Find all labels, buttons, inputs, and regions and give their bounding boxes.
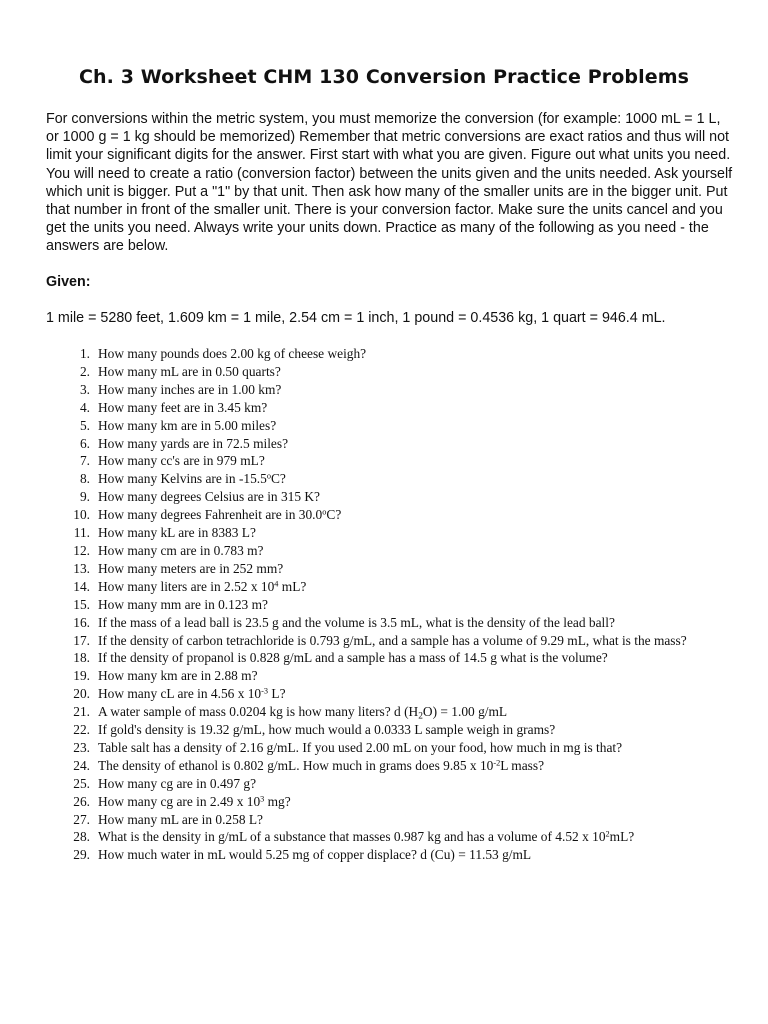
- problem-text-segment: How many feet are in 3.45 km?: [98, 399, 268, 415]
- problem-text-segment: How many mL are in 0.258 L?: [98, 811, 263, 827]
- problem-item: [60, 846, 730, 864]
- problem-number: 26.: [73, 793, 90, 809]
- problem-text-segment: If the density of carbon tetrachloride is 0.793 g/mL, and a sample has a volume of 9.29 mL, what is the mass?: [98, 632, 687, 648]
- problem-text-segment: If the mass of a lead ball is 23.5 g and the volume is 3.5 mL, what is the density of the lead ball?: [98, 614, 615, 630]
- problem-text: [90, 775, 730, 793]
- problem-item: [60, 417, 730, 435]
- problem-item: [60, 649, 730, 667]
- problem-number: 9.: [79, 489, 90, 505]
- problem-text: [90, 649, 730, 667]
- superscript: o: [266, 471, 271, 481]
- superscript: 2: [605, 829, 610, 839]
- problem-list: [60, 345, 730, 864]
- problem-item: [60, 506, 730, 524]
- problem-text: [90, 667, 730, 685]
- superscript: -2: [493, 758, 501, 768]
- problem-number: 25.: [73, 775, 90, 791]
- problem-text: [90, 739, 730, 757]
- given-conversions: 1 mile = 5280 feet, 1.609 km = 1 mile, 2.54 cm = 1 inch, 1 pound = 0.4536 kg, 1 quart = 946.4 mL.: [46, 310, 666, 326]
- problem-text: [90, 560, 730, 578]
- problem-item: [60, 775, 730, 793]
- superscript: o: [322, 507, 327, 517]
- problem-number: 16.: [73, 614, 90, 630]
- problem-text-segment: How many degrees Fahrenheit are in 30.0: [98, 507, 323, 523]
- problem-text: [90, 846, 730, 864]
- problem-item: [60, 721, 730, 739]
- problem-text-segment: How many cg are in 2.49 x 10: [98, 793, 261, 809]
- problem-text-segment: How many cc's are in 979 mL?: [98, 453, 265, 469]
- problem-text: [90, 578, 730, 596]
- problem-item: [60, 667, 730, 685]
- problem-number: 2.: [79, 363, 90, 379]
- problem-text-segment: How many pounds does 2.00 kg of cheese weigh?: [98, 346, 367, 361]
- problem-text-segment: A water sample of mass 0.0204 kg is how many liters? d (H: [98, 704, 419, 720]
- problem-number: 29.: [73, 847, 90, 863]
- problem-text-segment: How many kL are in 8383 L?: [98, 525, 256, 541]
- problem-text-segment: O) = 1.00 g/mL: [422, 704, 508, 720]
- problem-item: [60, 757, 730, 775]
- problem-item: [60, 524, 730, 542]
- problem-text-segment: The density of ethanol is 0.802 g/mL. How much in grams does 9.85 x 10: [98, 757, 494, 773]
- problem-text-segment: How many km are in 2.88 m?: [98, 668, 258, 684]
- problem-number: 12.: [73, 542, 90, 558]
- problem-number: 13.: [73, 560, 90, 576]
- problem-text-segment: What is the density in g/mL of a substance that masses 0.987 kg and has a volume of 4.52 x 10: [98, 829, 606, 845]
- problem-item: [60, 435, 730, 453]
- problem-text-segment: How many cL are in 4.56 x 10: [98, 686, 262, 702]
- problem-number: 4.: [79, 399, 90, 415]
- problem-text-segment: C?: [326, 507, 342, 523]
- problem-item: [60, 614, 730, 632]
- problem-number: 28.: [73, 829, 90, 845]
- problem-number: 6.: [79, 435, 90, 451]
- problem-text-segment: How many degrees Celsius are in 315 K?: [98, 489, 321, 505]
- problem-number: 15.: [73, 596, 90, 612]
- problem-text-segment: mL?: [609, 829, 635, 845]
- instructions-paragraph: For conversions within the metric system, you must memorize the conversion (for example: 1000 mL = 1 L, or 1000 g = 1 kg should be memorized) Remember that metric conversions are exact ratios and thus will not limit your significant digits for the answer. First start with what you are given. Figure out what units you need. You will need to create a ratio (conversion factor) between the units given and the units needed. Ask yourself which unit is bigger. Put a "1" by that unit. Then ask how many of the smaller units are in the bigger unit. Put that number in front of the smaller unit. There is your conversion factor. Make sure the units cancel and you get the units you need. Always write your units down. Practice as many of the following as you need - the answers are below.: [46, 111, 733, 255]
- problem-number: 5.: [79, 417, 90, 433]
- problem-number: 7.: [79, 453, 90, 469]
- problem-text: [90, 632, 730, 650]
- problem-item: [60, 632, 730, 650]
- problem-number: 11.: [73, 525, 90, 541]
- problem-number: 20.: [73, 686, 90, 702]
- problem-number: 27.: [73, 811, 90, 827]
- problem-number: 22.: [73, 722, 90, 738]
- problem-item: [60, 488, 730, 506]
- problem-text-segment: L?: [268, 686, 286, 702]
- problem-text-segment: How much water in mL would 5.25 mg of copper displace? d (Cu) = 11.53 g/mL: [98, 847, 532, 863]
- problem-text: [90, 363, 730, 381]
- problem-item: [60, 363, 730, 381]
- problem-number: 21.: [73, 704, 90, 720]
- problem-item: [60, 381, 730, 399]
- problem-text: [90, 757, 730, 775]
- problem-item: [60, 470, 730, 488]
- problem-text: [90, 793, 730, 811]
- problem-text: [90, 506, 730, 524]
- problem-number: 1.: [79, 346, 90, 361]
- problem-text-segment: C?: [271, 471, 286, 487]
- given-heading: Given:: [46, 274, 91, 290]
- problem-number: 14.: [73, 578, 90, 594]
- superscript: -3: [261, 686, 269, 696]
- problem-text: [90, 828, 730, 846]
- problem-item: [60, 452, 730, 470]
- problem-item: [60, 739, 730, 757]
- problem-text-segment: mg?: [264, 793, 291, 809]
- problem-number: 23.: [73, 739, 90, 755]
- problem-text-segment: mL?: [278, 578, 307, 594]
- problem-number: 8.: [79, 471, 90, 487]
- problem-item: [60, 596, 730, 614]
- problem-text-segment: How many mm are in 0.123 m?: [98, 596, 268, 612]
- superscript: 3: [260, 794, 265, 804]
- problem-text: [90, 488, 730, 506]
- problem-number: 24.: [73, 757, 90, 773]
- problem-number: 18.: [73, 650, 90, 666]
- problem-text-segment: How many cm are in 0.783 m?: [98, 542, 264, 558]
- problem-text-segment: If the density of propanol is 0.828 g/mL and a sample has a mass of 14.5 g what is the volume?: [98, 650, 608, 666]
- problem-text: [90, 470, 730, 488]
- problem-item: [60, 399, 730, 417]
- problem-text: [90, 614, 730, 632]
- problem-text: [90, 435, 730, 453]
- problem-text-segment: How many Kelvins are in -15.5: [98, 471, 267, 487]
- problem-item: [60, 542, 730, 560]
- problem-number: 3.: [79, 381, 90, 397]
- problem-text-segment: If gold's density is 19.32 g/mL, how much would a 0.0333 L sample weigh in grams?: [98, 722, 556, 738]
- problem-text: [90, 596, 730, 614]
- problem-text: [90, 345, 730, 363]
- problem-text: [90, 685, 730, 703]
- problem-item: [60, 560, 730, 578]
- problem-number: 10.: [73, 507, 90, 523]
- problem-text: [90, 381, 730, 399]
- superscript: 4: [274, 579, 279, 589]
- problem-item: [60, 828, 730, 846]
- problem-text-segment: How many yards are in 72.5 miles?: [98, 435, 289, 451]
- problem-item: [60, 685, 730, 703]
- problem-text: [90, 524, 730, 542]
- problem-text: [90, 417, 730, 435]
- problem-text-segment: How many km are in 5.00 miles?: [98, 417, 277, 433]
- problem-text-segment: How many mL are in 0.50 quarts?: [98, 363, 281, 379]
- problem-text-segment: L mass?: [500, 757, 545, 773]
- problem-item: [60, 578, 730, 596]
- problem-text: [90, 811, 730, 829]
- problem-text: [90, 399, 730, 417]
- problem-text: [90, 721, 730, 739]
- problem-item: [60, 811, 730, 829]
- problem-text: [90, 703, 730, 721]
- problem-text: [90, 452, 730, 470]
- problem-text: [90, 542, 730, 560]
- worksheet-title: Ch. 3 Worksheet CHM 130 Conversion Practice Problems: [79, 66, 689, 88]
- problem-text-segment: How many liters are in 2.52 x 10: [98, 578, 275, 594]
- problem-text-segment: Table salt has a density of 2.16 g/mL. If you used 2.00 mL on your food, how much in mg is that?: [98, 739, 623, 755]
- problem-item: [60, 793, 730, 811]
- subscript: 2: [418, 711, 423, 722]
- problem-text-segment: How many meters are in 252 mm?: [98, 560, 284, 576]
- problem-number: 17.: [73, 632, 90, 648]
- problem-number: 19.: [73, 668, 90, 684]
- problem-item: [60, 703, 730, 721]
- problem-text-segment: How many inches are in 1.00 km?: [98, 381, 282, 397]
- problem-item: [60, 345, 730, 363]
- problem-text-segment: How many cg are in 0.497 g?: [98, 775, 257, 791]
